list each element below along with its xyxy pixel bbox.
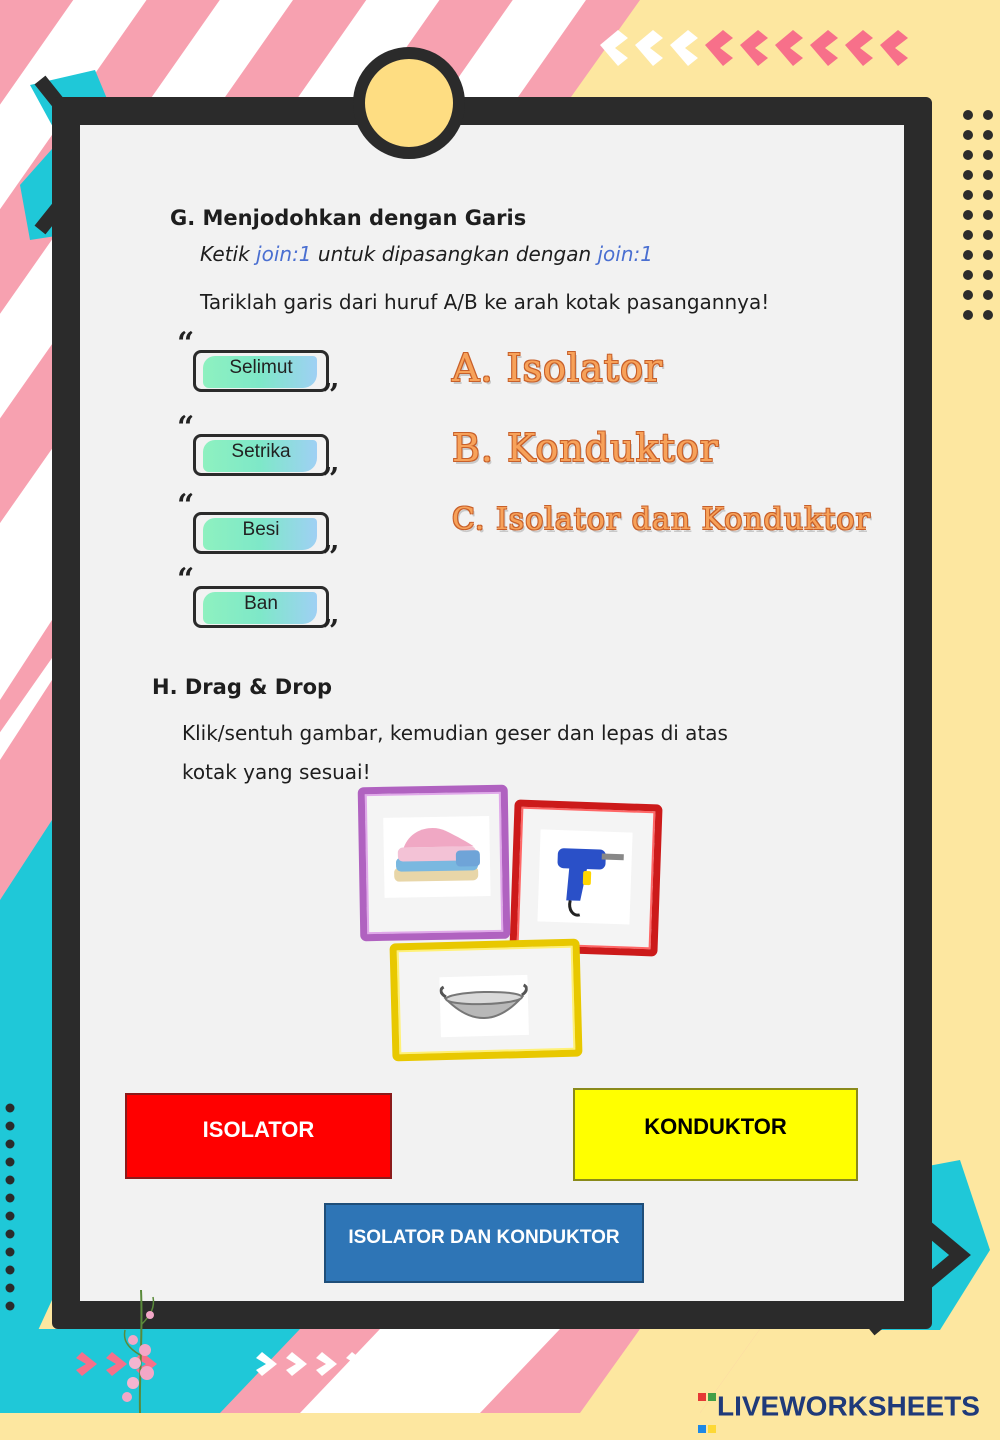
match-item-selimut[interactable] xyxy=(177,326,340,413)
drag-instruction-line2: kotak yang sesuai! xyxy=(182,760,371,784)
task-instruction: Tariklah garis dari huruf A/B ke arah kotak pasangannya! xyxy=(200,290,770,314)
join-code-a: join:1 xyxy=(256,242,312,266)
match-item-label: Ban xyxy=(244,593,278,614)
drag-instruction-line1: Klik/sentuh gambar, kemudian geser dan lepas di atas xyxy=(182,721,728,745)
towels-icon xyxy=(383,816,490,898)
option-b[interactable]: B. Konduktor xyxy=(452,426,719,470)
match-item-ban[interactable] xyxy=(177,562,340,649)
match-item-besi[interactable] xyxy=(177,488,340,575)
match-item-label: Besi xyxy=(242,519,280,540)
close-quote-icon: ” xyxy=(322,614,340,649)
wok-icon xyxy=(439,975,529,1037)
section-h-heading: H. Drag & Drop xyxy=(152,675,333,699)
open-quote-icon: “ xyxy=(177,410,195,445)
instruction-middle: untuk dipasangkan dengan xyxy=(317,242,592,266)
close-quote-icon: ” xyxy=(322,462,340,497)
option-a[interactable]: A. Isolator xyxy=(452,346,664,390)
close-quote-icon: ” xyxy=(322,540,340,575)
drop-zone-konduktor[interactable]: KONDUKTOR xyxy=(573,1088,858,1181)
draggable-glue-gun-card[interactable] xyxy=(509,799,662,956)
brand-logo xyxy=(697,1376,980,1440)
option-c[interactable]: C. Isolator dan Konduktor xyxy=(452,502,871,537)
drop-zone-isolator[interactable]: ISOLATOR xyxy=(125,1093,392,1179)
join-instruction xyxy=(200,242,653,266)
section-g-heading: G. Menjodohkan dengan Garis xyxy=(170,206,527,230)
glue-gun-icon xyxy=(537,829,632,924)
open-quote-icon: “ xyxy=(177,488,195,523)
close-quote-icon: ” xyxy=(322,378,340,413)
brand-name: LIVEWORKSHEETS xyxy=(717,1390,980,1422)
instruction-prefix: Ketik xyxy=(200,242,250,266)
open-quote-icon: “ xyxy=(177,326,195,361)
match-item-label: Selimut xyxy=(229,357,293,378)
match-item-label: Setrika xyxy=(231,441,291,462)
top-circle-ornament xyxy=(353,47,465,159)
match-item-setrika[interactable] xyxy=(177,410,340,497)
brand-logo-icon xyxy=(697,1376,717,1440)
drop-zone-isolator-dan-konduktor[interactable]: ISOLATOR DAN KONDUKTOR xyxy=(324,1203,644,1283)
flower-icon xyxy=(105,1285,175,1413)
draggable-wok-card[interactable] xyxy=(389,939,582,1062)
draggable-towels-card[interactable] xyxy=(358,785,511,942)
join-code-b: join:1 xyxy=(597,242,653,266)
open-quote-icon: “ xyxy=(177,562,195,597)
